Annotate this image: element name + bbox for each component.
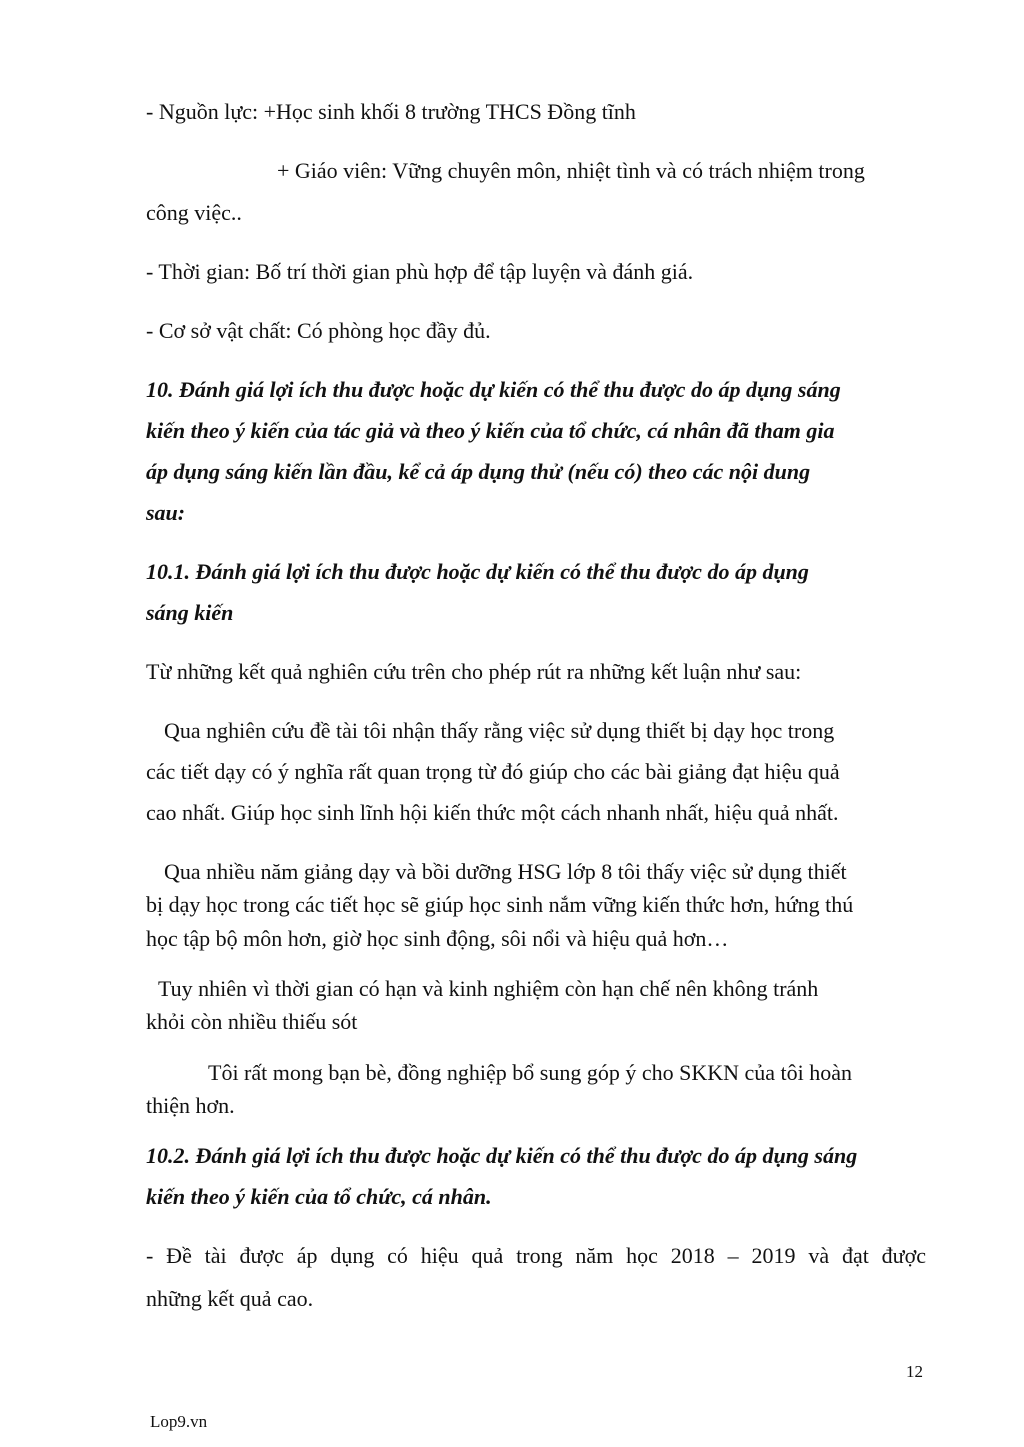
footer-watermark: Lop9.vn bbox=[150, 1412, 208, 1431]
para-request-line-2: thiện hơn. bbox=[146, 1093, 235, 1118]
heading-10-1-line-1: 10.1. Đánh giá lợi ích thu được hoặc dự kiến có thể thu được do áp dụng bbox=[146, 559, 809, 584]
heading-10-1-line-2: sáng kiến bbox=[146, 600, 234, 625]
heading-10-line-4: sau: bbox=[146, 500, 186, 525]
resources-line: - Nguồn lực: +Học sinh khối 8 trường THCS Đồng tĩnh bbox=[146, 99, 636, 124]
para-limits-line-2: khỏi còn nhiều thiếu sót bbox=[146, 1009, 358, 1034]
para-result-line-2: những kết quả cao. bbox=[146, 1286, 314, 1311]
page-number: 12 bbox=[906, 1362, 923, 1381]
para-limits-line-1: Tuy nhiên vì thời gian có hạn và kinh nghiệm còn hạn chế nên không tránh bbox=[158, 976, 819, 1001]
teacher-line-cont: công việc.. bbox=[146, 200, 242, 225]
time-line: - Thời gian: Bố trí thời gian phù hợp để tập luyện và đánh giá. bbox=[146, 259, 694, 284]
para-experience-line-2: bị dạy học trong các tiết học sẽ giúp học sinh nắm vững kiến thức hơn, hứng thú bbox=[146, 892, 854, 917]
para-research-line-3: cao nhất. Giúp học sinh lĩnh hội kiến thức một cách nhanh nhất, hiệu quả nhất. bbox=[146, 800, 839, 825]
heading-10-line-3: áp dụng sáng kiến lần đầu, kể cả áp dụng thử (nếu có) theo các nội dung bbox=[146, 459, 811, 484]
conclusion-intro: Từ những kết quả nghiên cứu trên cho phép rút ra những kết luận như sau: bbox=[146, 659, 802, 684]
heading-10-2-line-1: 10.2. Đánh giá lợi ích thu được hoặc dự kiến có thể thu được do áp dụng sáng bbox=[146, 1143, 858, 1168]
para-research-line-1: Qua nghiên cứu đề tài tôi nhận thấy rằng việc sử dụng thiết bị dạy học trong bbox=[164, 718, 835, 743]
para-research-line-2: các tiết dạy có ý nghĩa rất quan trọng từ đó giúp cho các bài giảng đạt hiệu quả bbox=[146, 759, 840, 784]
heading-10-line-1: 10. Đánh giá lợi ích thu được hoặc dự kiến có thể thu được do áp dụng sáng bbox=[146, 377, 841, 402]
facilities-line: - Cơ sở vật chất: Có phòng học đầy đủ. bbox=[146, 318, 491, 343]
para-result-line-1: - Đề tài được áp dụng có hiệu quả trong năm học 2018 – 2019 và đạt được bbox=[146, 1243, 926, 1268]
teacher-line: + Giáo viên: Vững chuyên môn, nhiệt tình và có trách nhiệm trong bbox=[277, 158, 865, 183]
heading-10-line-2: kiến theo ý kiến của tác giả và theo ý kiến của tổ chức, cá nhân đã tham gia bbox=[146, 418, 835, 443]
para-experience-line-1: Qua nhiều năm giảng dạy và bồi dưỡng HSG lớp 8 tôi thấy việc sử dụng thiết bbox=[164, 859, 847, 884]
para-experience-line-3: học tập bộ môn hơn, giờ học sinh động, sôi nổi và hiệu quả hơn… bbox=[146, 926, 729, 951]
para-request-line-1: Tôi rất mong bạn bè, đồng nghiệp bổ sung góp ý cho SKKN của tôi hoàn bbox=[208, 1060, 853, 1085]
heading-10-2-line-2: kiến theo ý kiến của tổ chức, cá nhân. bbox=[146, 1184, 492, 1209]
